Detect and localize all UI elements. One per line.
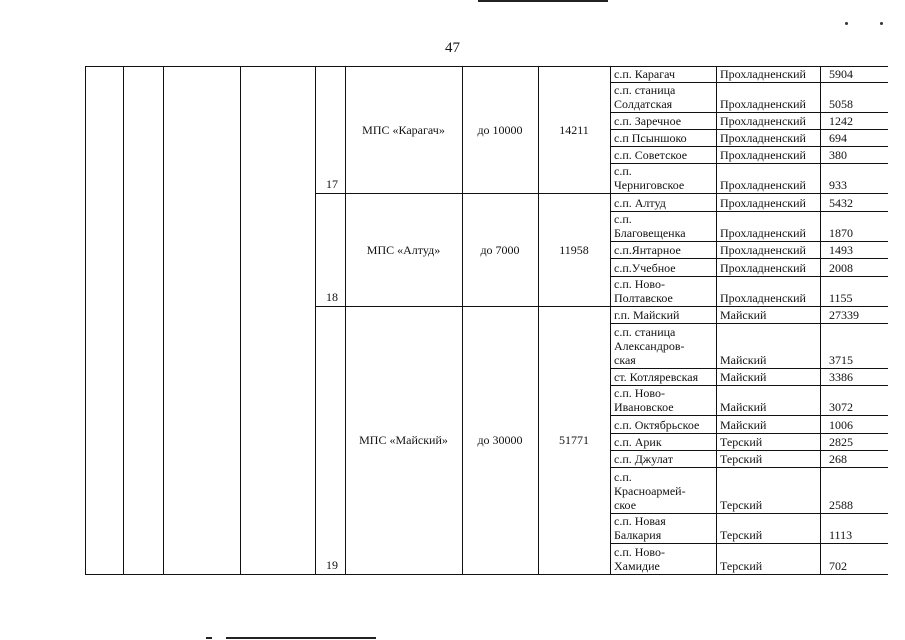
settlement-name: с.п. Карагач — [614, 67, 676, 81]
settlement-population: 27339 — [829, 308, 859, 322]
district-name: Майский — [720, 353, 767, 367]
settlement-population: 933 — [829, 178, 847, 192]
page-number: 47 — [445, 40, 460, 56]
district-name: Прохладненский — [720, 261, 806, 275]
settlement-population: 3072 — [829, 400, 853, 414]
population-total: 11958 — [559, 242, 589, 257]
district-name: Терский — [720, 435, 763, 449]
settlement-name: г.п. Майский — [614, 308, 680, 322]
settlement-population: 380 — [829, 148, 847, 162]
district-name: Майский — [720, 418, 767, 432]
settlement-population: 1493 — [829, 243, 853, 257]
settlement-population: 1870 — [829, 226, 853, 240]
settlement-population: 694 — [829, 131, 847, 145]
settlement-name: ст. Котляревская — [614, 370, 699, 384]
settlement-name: с.п. станица Солдатская — [614, 83, 676, 111]
district-name: Майский — [720, 370, 767, 384]
group-index: 19 — [326, 558, 338, 572]
district-name: Прохладненский — [720, 196, 806, 210]
settlement-name: с.п Псыншоко — [614, 131, 687, 145]
district-name: Терский — [720, 452, 763, 466]
district-name: Прохладненский — [720, 131, 806, 145]
settlement-population: 5058 — [829, 97, 853, 111]
population-total: 14211 — [559, 122, 589, 137]
settlement-name: с.п. Новая Балкария — [614, 514, 666, 542]
scan-dot — [845, 22, 848, 25]
settlement-name: с.п.Учебное — [614, 261, 676, 275]
district-name: Терский — [720, 559, 763, 573]
settlement-population: 702 — [829, 559, 847, 573]
settlement-name: с.п. Благовещенка — [614, 212, 686, 240]
station-name: МПС «Алтуд» — [366, 242, 441, 257]
table-column-rule — [716, 66, 717, 574]
settlement-name: с.п. Арик — [614, 435, 662, 449]
station-name: МПС «Карагач» — [362, 122, 445, 137]
scan-mark-bottom — [226, 637, 376, 639]
table-column-rule — [610, 66, 611, 574]
district-name: Прохладненский — [720, 114, 806, 128]
settlement-population: 2008 — [829, 261, 853, 275]
population-total: 51771 — [559, 433, 589, 447]
settlement-population: 268 — [829, 452, 847, 466]
table-column-rule — [240, 66, 241, 574]
district-name: Прохладненский — [720, 226, 806, 240]
settlement-name: с.п. Ново- Ивановское — [614, 386, 674, 414]
settlement-name: с.п. Советское — [614, 148, 688, 162]
table-column-rule — [163, 66, 164, 574]
table-column-rule — [315, 66, 316, 574]
station-name: МПС «Майский» — [359, 433, 448, 447]
district-name: Прохладненский — [720, 148, 806, 162]
settlement-population: 5904 — [829, 67, 853, 81]
table-column-rule — [820, 66, 821, 574]
settlement-population: 1155 — [829, 291, 853, 305]
district-name: Майский — [720, 308, 767, 322]
settlement-population: 2825 — [829, 435, 853, 449]
settlement-name: с.п.Янтарное — [614, 243, 681, 257]
group-index: 18 — [326, 290, 338, 304]
district-name: Терский — [720, 528, 763, 542]
settlement-population: 1242 — [829, 114, 853, 128]
settlement-name: с.п. Джулат — [614, 452, 673, 466]
settlement-name: с.п. станица Александров- ская — [614, 325, 685, 367]
capacity: до 10000 — [477, 122, 523, 137]
settlement-name: с.п. Ново- Хамидие — [614, 545, 665, 573]
settlement-population: 5432 — [829, 196, 853, 210]
table-bottom-rule — [85, 574, 888, 575]
table-column-rule — [123, 66, 124, 574]
district-name: Прохладненский — [720, 291, 806, 305]
capacity: до 7000 — [480, 242, 520, 257]
district-name: Прохладненский — [720, 243, 806, 257]
district-name: Прохладненский — [720, 178, 806, 192]
capacity: до 30000 — [477, 433, 523, 447]
settlement-name: с.п. Красноармей- ское — [614, 470, 686, 512]
settlement-name: с.п. Алтуд — [614, 196, 666, 210]
settlement-name: с.п. Черниговское — [614, 164, 685, 192]
district-name: Терский — [720, 498, 763, 512]
scan-mark-top — [478, 0, 608, 2]
scan-dot — [880, 22, 883, 25]
settlement-population: 2588 — [829, 498, 853, 512]
group-index: 17 — [326, 177, 338, 191]
settlement-population: 3715 — [829, 353, 853, 367]
district-name: Майский — [720, 400, 767, 414]
settlement-name: с.п. Октябрьское — [614, 418, 700, 432]
settlement-name: с.п. Ново- Полтавское — [614, 277, 673, 305]
settlement-population: 3386 — [829, 370, 853, 384]
settlement-population: 1113 — [829, 528, 853, 542]
district-name: Прохладненский — [720, 67, 806, 81]
settlement-population: 1006 — [829, 418, 853, 432]
scan-mark-bottom-left — [206, 637, 212, 639]
district-name: Прохладненский — [720, 97, 806, 111]
table-column-rule — [85, 66, 86, 574]
settlement-name: с.п. Заречное — [614, 114, 682, 128]
